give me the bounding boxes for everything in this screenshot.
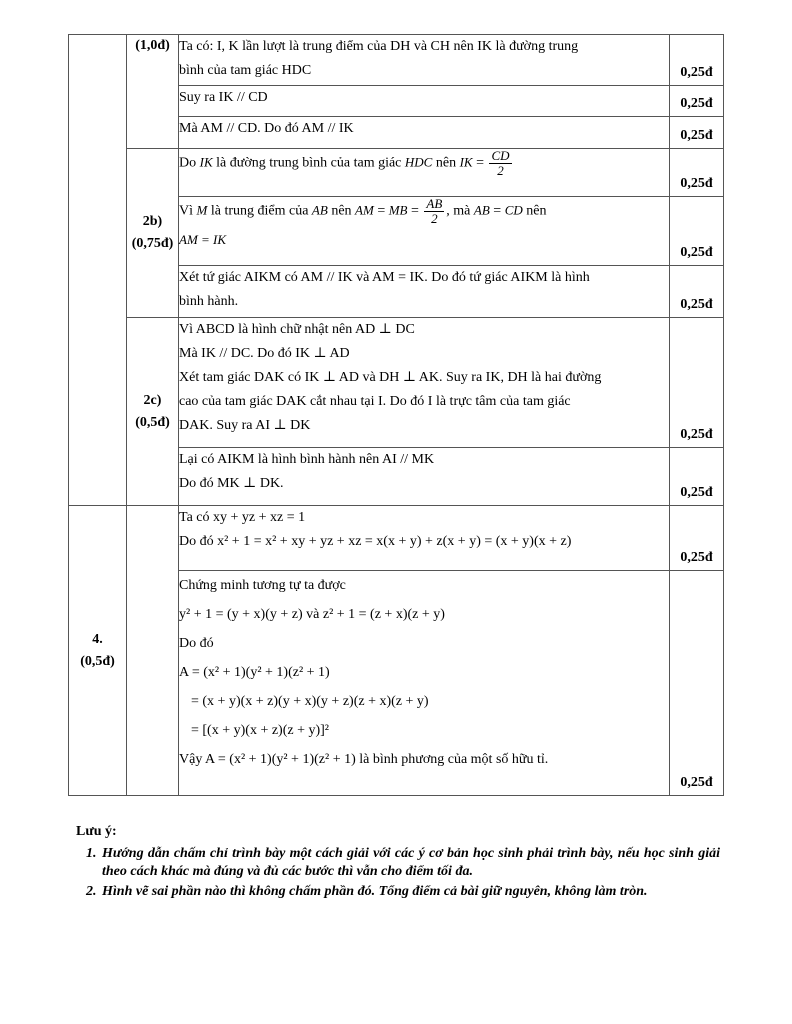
score-cell: 0,25đ xyxy=(670,117,724,149)
content-line: Mà AM // CD. Do đó AM // IK xyxy=(179,121,354,136)
content-row-4: Do IK là đường trung bình của tam giác HDC nên IK = $\frac{CD}{2}$ xyxy=(179,149,670,197)
question-cell-3 xyxy=(69,35,127,506)
notes-section xyxy=(76,824,720,901)
notes-title: Lưu ý: xyxy=(76,824,117,839)
part-number: 2c) xyxy=(143,392,162,408)
score-cell: 0,25đ xyxy=(670,86,724,117)
content-row-2 xyxy=(179,86,670,117)
content-line: Vì ABCD là hình chữ nhật nên AD ⊥ DC xyxy=(179,322,415,337)
notes-list xyxy=(76,845,720,901)
content-line: = [(x + y)(x + z)(z + y)]² xyxy=(191,723,330,738)
part-label-2b xyxy=(127,149,179,318)
content-line: Do đó x² + 1 = x² + xy + yz + xz = x(x + y) + z(x + y) = (x + y)(x + z) xyxy=(179,534,572,549)
content-line: bình hành. xyxy=(179,294,239,309)
score-cell: 0,25đ xyxy=(670,149,724,197)
question-points: (0,5đ) xyxy=(80,653,115,669)
part-empty-cell xyxy=(127,506,179,796)
content-line: Ta có xy + yz + xz = 1 xyxy=(179,510,306,525)
question-number: 4. xyxy=(92,631,103,647)
question-label-4 xyxy=(69,506,127,796)
part-label-2c xyxy=(127,318,179,506)
content-row-8 xyxy=(179,448,670,506)
part-points: (0,5đ) xyxy=(135,414,170,430)
content-row-5: Vì M là trung điểm của AB nên AM = MB = $\frac{AB}{2}$ , mà AB = CD nên AM = IK xyxy=(179,197,670,266)
content-line: Xét tam giác DAK có IK ⊥ AD và DH ⊥ AK. Suy ra IK, DH là hai đường xyxy=(179,370,602,385)
part-number: 2b) xyxy=(142,214,163,229)
score-cell: 0,25đ xyxy=(670,35,724,86)
note-item: 2. Hình vẽ sai phần nào thì không chấm phần đó. Tổng điểm cả bài giữ nguyên, không làm tròn. xyxy=(100,883,720,901)
score-cell: 0,25đ xyxy=(670,448,724,506)
grading-table xyxy=(68,34,724,796)
content-line: Xét tứ giác AIKM có AM // IK và AM = IK. Do đó tứ giác AIKM là hình xyxy=(179,270,590,285)
score-cell: 0,25đ xyxy=(670,197,724,266)
part-label-2a: (1,0đ) xyxy=(127,35,179,149)
content-line: y² + 1 = (y + x)(y + z) và z² + 1 = (z + x)(z + y) xyxy=(179,607,445,622)
content-line: Mà IK // DC. Do đó IK ⊥ AD xyxy=(179,346,350,361)
content-line: Do đó xyxy=(179,636,214,651)
score-cell: 0,25đ xyxy=(670,571,724,796)
score-cell: 0,25đ xyxy=(670,318,724,448)
content-line: Vậy A = (x² + 1)(y² + 1)(z² + 1) là bình phương của một số hữu tỉ. xyxy=(179,752,549,767)
content-line: Ta có: I, K lần lượt là trung điểm của DH và CH nên IK là đường trung xyxy=(179,39,579,54)
content-line: DAK. Suy ra AI ⊥ DK xyxy=(179,418,311,433)
content-row-3 xyxy=(179,117,670,149)
note-item: 1. Hướng dẫn chấm chỉ trình bày một cách giải với các ý cơ bản học sinh phải trình bày, nếu học sinh giải theo cách khác mà đúng và đủ các bước thì vẫn cho điểm tối đa. xyxy=(100,845,720,881)
content-row-6 xyxy=(179,266,670,318)
content-row-1 xyxy=(179,35,670,86)
content-line: bình của tam giác HDC xyxy=(179,63,312,78)
content-line: Suy ra IK // CD xyxy=(179,90,268,105)
content-line: Chứng minh tương tự ta được xyxy=(179,578,346,593)
part-points: (0,75đ) xyxy=(131,236,174,251)
score-cell: 0,25đ xyxy=(670,506,724,571)
content-row-9 xyxy=(179,506,670,571)
content-line: Lại có AIKM là hình bình hành nên AI // MK xyxy=(179,452,435,467)
content-row-7 xyxy=(179,318,670,448)
content-line: A = (x² + 1)(y² + 1)(z² + 1) xyxy=(179,665,330,680)
score-cell: 0,25đ xyxy=(670,266,724,318)
content-line: = (x + y)(x + z)(y + x)(y + z)(z + x)(z + y) xyxy=(191,694,429,709)
content-line: Do đó MK ⊥ DK. xyxy=(179,476,284,491)
content-line: cao của tam giác DAK cắt nhau tại I. Do đó I là trực tâm của tam giác xyxy=(179,394,571,409)
content-row-10 xyxy=(179,571,670,796)
